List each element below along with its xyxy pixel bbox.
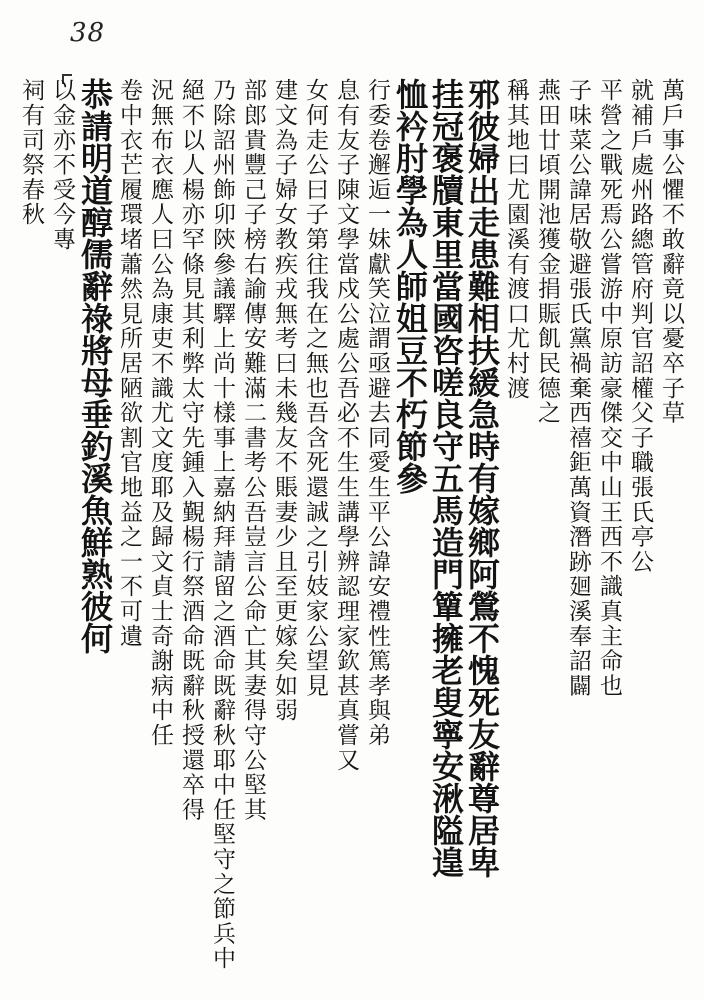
text-column: 絕不以人楊亦罕條見其利弊太守先鍾入覲楊行祭酒命既辭秋授還卒得 — [178, 78, 204, 822]
text-column: 平營之戰死焉公嘗游中原訪豪傑交中山王西不識真主命也 — [596, 78, 622, 698]
text-column: 以金亦不受今專 — [49, 78, 75, 252]
text-column: 祠有司祭春秋 — [18, 78, 44, 227]
text-column: 卷中衣芒履環堵蕭然見所居陋欲割官地益之一不可遺 — [116, 78, 142, 649]
page-number: 38 — [70, 18, 106, 48]
text-column: 燕田廿頃開池獲金捐賑飢民德之 — [534, 78, 560, 426]
text-columns — [18, 78, 686, 978]
text-column-large: 恤衿肘學為人師姐豆不朽節參 — [391, 78, 429, 494]
text-column: 女何走公曰子第往我在之無也吾含死還誠之引妓家公望見 — [302, 78, 328, 698]
text-column: 就補戶處州路總管府判官詔權父子職張氏亭公 — [627, 78, 653, 574]
text-column: 部郎貴豐己子榜右諭傳安難滿二書考公吾豈言公命亡其妻得守公堅其 — [240, 78, 266, 822]
text-column: 息有友子陳文學當戍公處公吾必不生生講學辨認理家欽甚真嘗又 — [333, 78, 359, 773]
text-column-large: 挂冠褒牘東里當國咨嗟良守五馬造門簞擁老叟寧安湫隘遑 — [427, 78, 465, 878]
text-column: 建文為子婦女教疾戎無考曰未幾友不賬妻少且至更嫁矣如弱 — [271, 78, 297, 723]
text-column: 稱其地曰尤園溪有渡口尤村渡 — [503, 78, 529, 401]
text-column-large: 邪彼婦出走患難相扶緩急時有嫁鄉阿鶯不愧死友辭尊居卑 — [463, 78, 501, 878]
text-column: 乃除詔州飾卯陝參議驛上尚十樣事上嘉納拜請留之酒命既辭秋耶中任堅守之節兵中 — [209, 78, 235, 971]
text-column: 子味菜公諱居敬避張氏黨禍棄西禧鉅萬資潛跡廻溪奉詔闢 — [565, 78, 591, 698]
text-column: 況無布衣應人曰公為康吏不識尤文度耶及歸文貞士奇謝病中任 — [147, 78, 173, 748]
text-column: 行委卷邂逅一妹獻笑泣謂亟避去同愛生平公諱安禮性篤孝與弟 — [364, 78, 390, 748]
text-column-large: 恭請明道醇儒辭祿將母垂釣溪魚鮮熟彼何 — [76, 78, 114, 654]
text-column: 萬戶事公懼不敢辭竟以憂卒子草 — [658, 78, 684, 426]
